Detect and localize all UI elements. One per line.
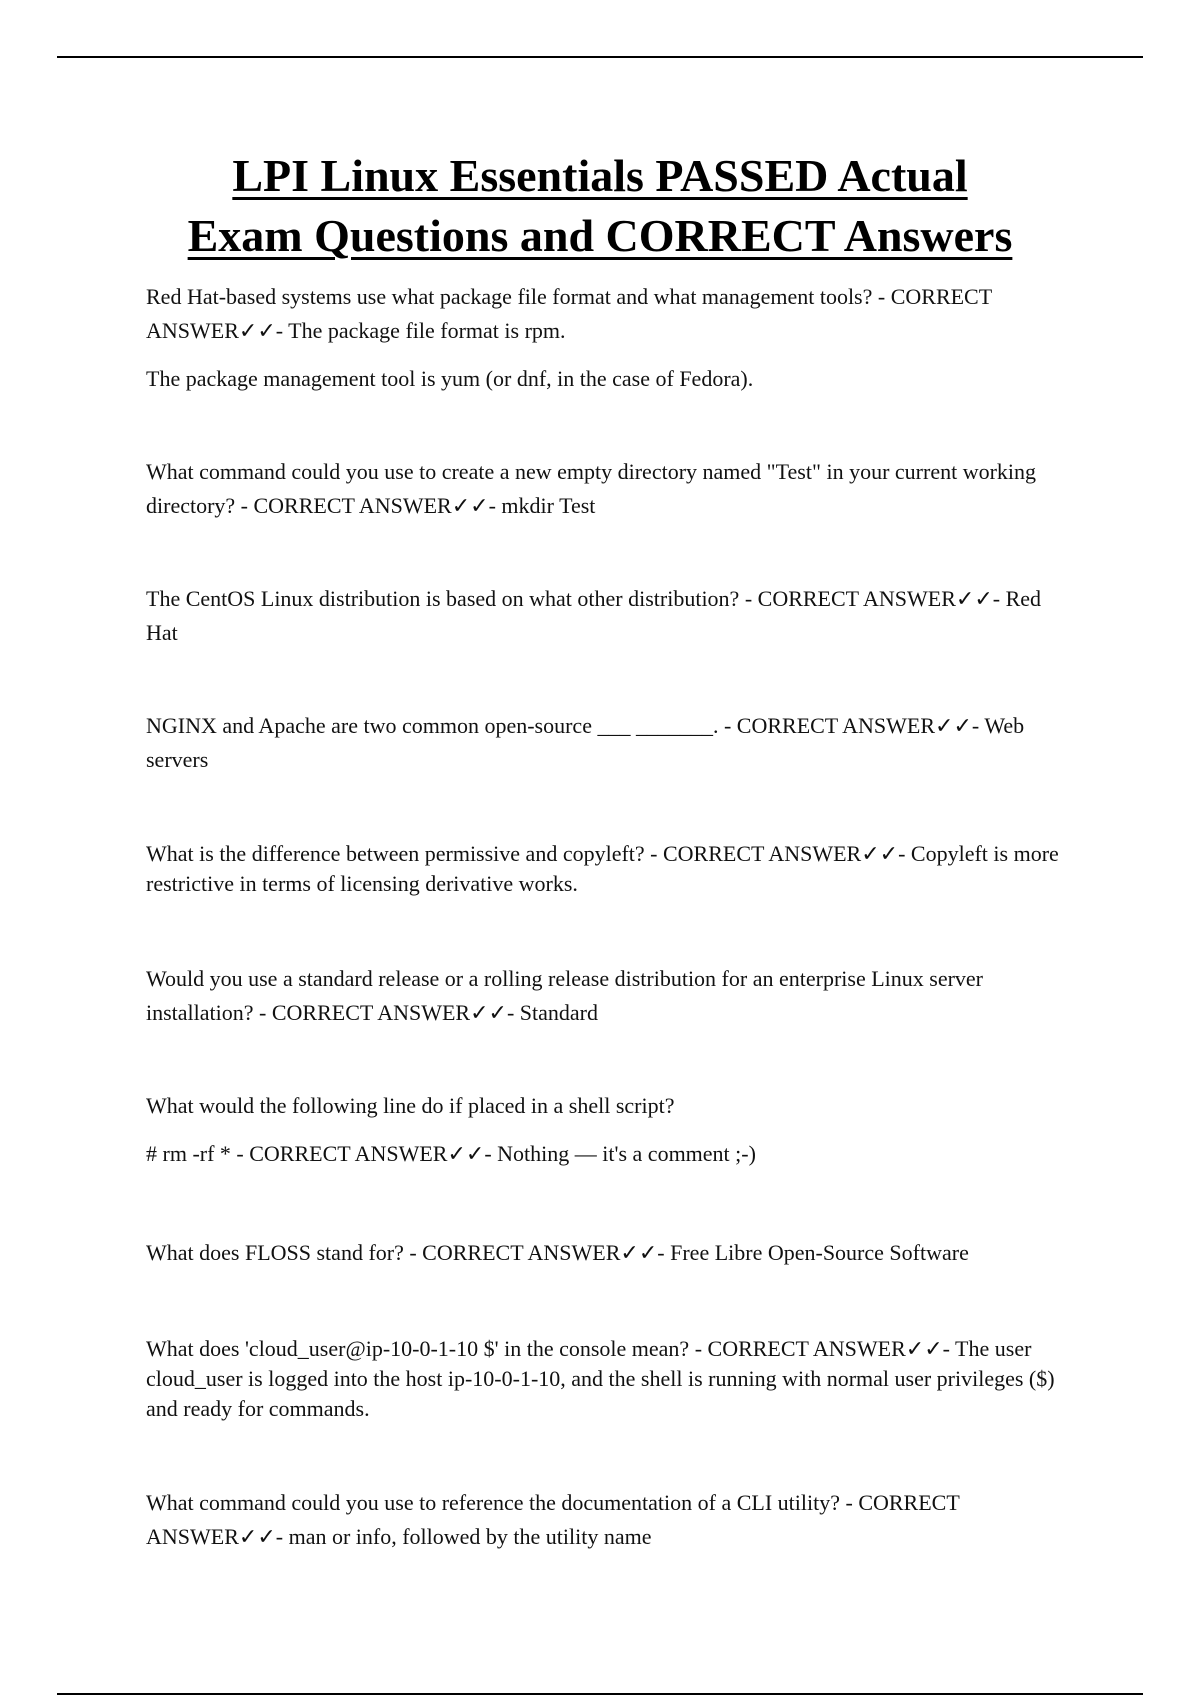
bottom-rule xyxy=(57,1693,1143,1695)
qa-item-10 xyxy=(146,1486,1076,1554)
qa-text: NGINX and Apache are two common open-source ___ _______. - CORRECT ANSWER✓✓- Web servers xyxy=(146,713,1025,772)
qa-text: Red Hat-based systems use what package file format and what management tools? - CORRECT ANSWER✓✓- The package file format is rpm. xyxy=(146,284,992,343)
title-line-1: LPI Linux Essentials PASSED Actual xyxy=(232,150,968,201)
qa-extra: The package management tool is yum (or dnf, in the case of Fedora). xyxy=(146,366,754,391)
qa-text: What command could you use to reference the documentation of a CLI utility? - CORRECT ANSWER✓✓- man or info, followed by the utility name xyxy=(146,1490,960,1549)
qa-item-5 xyxy=(146,839,1076,899)
qa-text: What does FLOSS stand for? - CORRECT ANSWER✓✓- Free Libre Open-Source Software xyxy=(146,1240,969,1265)
qa-text: The CentOS Linux distribution is based on what other distribution? - CORRECT ANSWER✓✓- Red Hat xyxy=(146,586,1042,645)
qa-text: What command could you use to create a new empty directory named "Test" in your current working directory? - CORRECT ANSWER✓✓- mkdir Test xyxy=(146,459,1037,518)
title-line-2: Exam Questions and CORRECT Answers xyxy=(187,210,1013,261)
qa-item-6 xyxy=(146,962,1076,1030)
qa-extra: # rm -rf * - CORRECT ANSWER✓✓- Nothing — it's a comment ;-) xyxy=(146,1141,756,1166)
qa-text: What does 'cloud_user@ip-10-0-1-10 $' in the console mean? - CORRECT ANSWER✓✓- The user cloud_user is logged into the host ip-10-0-1-10, and the shell is running with normal user privileges ($) and ready for commands. xyxy=(146,1336,1055,1421)
qa-text: What is the difference between permissive and copyleft? - CORRECT ANSWER✓✓- Copyleft is more restrictive in terms of licensing derivative works. xyxy=(146,841,1059,896)
qa-item-7 xyxy=(146,1089,1076,1171)
qa-item-8 xyxy=(146,1236,1076,1270)
qa-text: What would the following line do if placed in a shell script? xyxy=(146,1093,675,1118)
qa-item-4 xyxy=(146,709,1076,777)
document-title xyxy=(0,146,1200,266)
qa-item-9 xyxy=(146,1334,1076,1424)
qa-item-2 xyxy=(146,455,1076,523)
qa-text: Would you use a standard release or a rolling release distribution for an enterprise Linux server installation? - CORRECT ANSWER✓✓- Standard xyxy=(146,966,983,1025)
qa-item-3 xyxy=(146,582,1076,650)
top-rule xyxy=(57,56,1143,58)
qa-item-1 xyxy=(146,280,1076,396)
